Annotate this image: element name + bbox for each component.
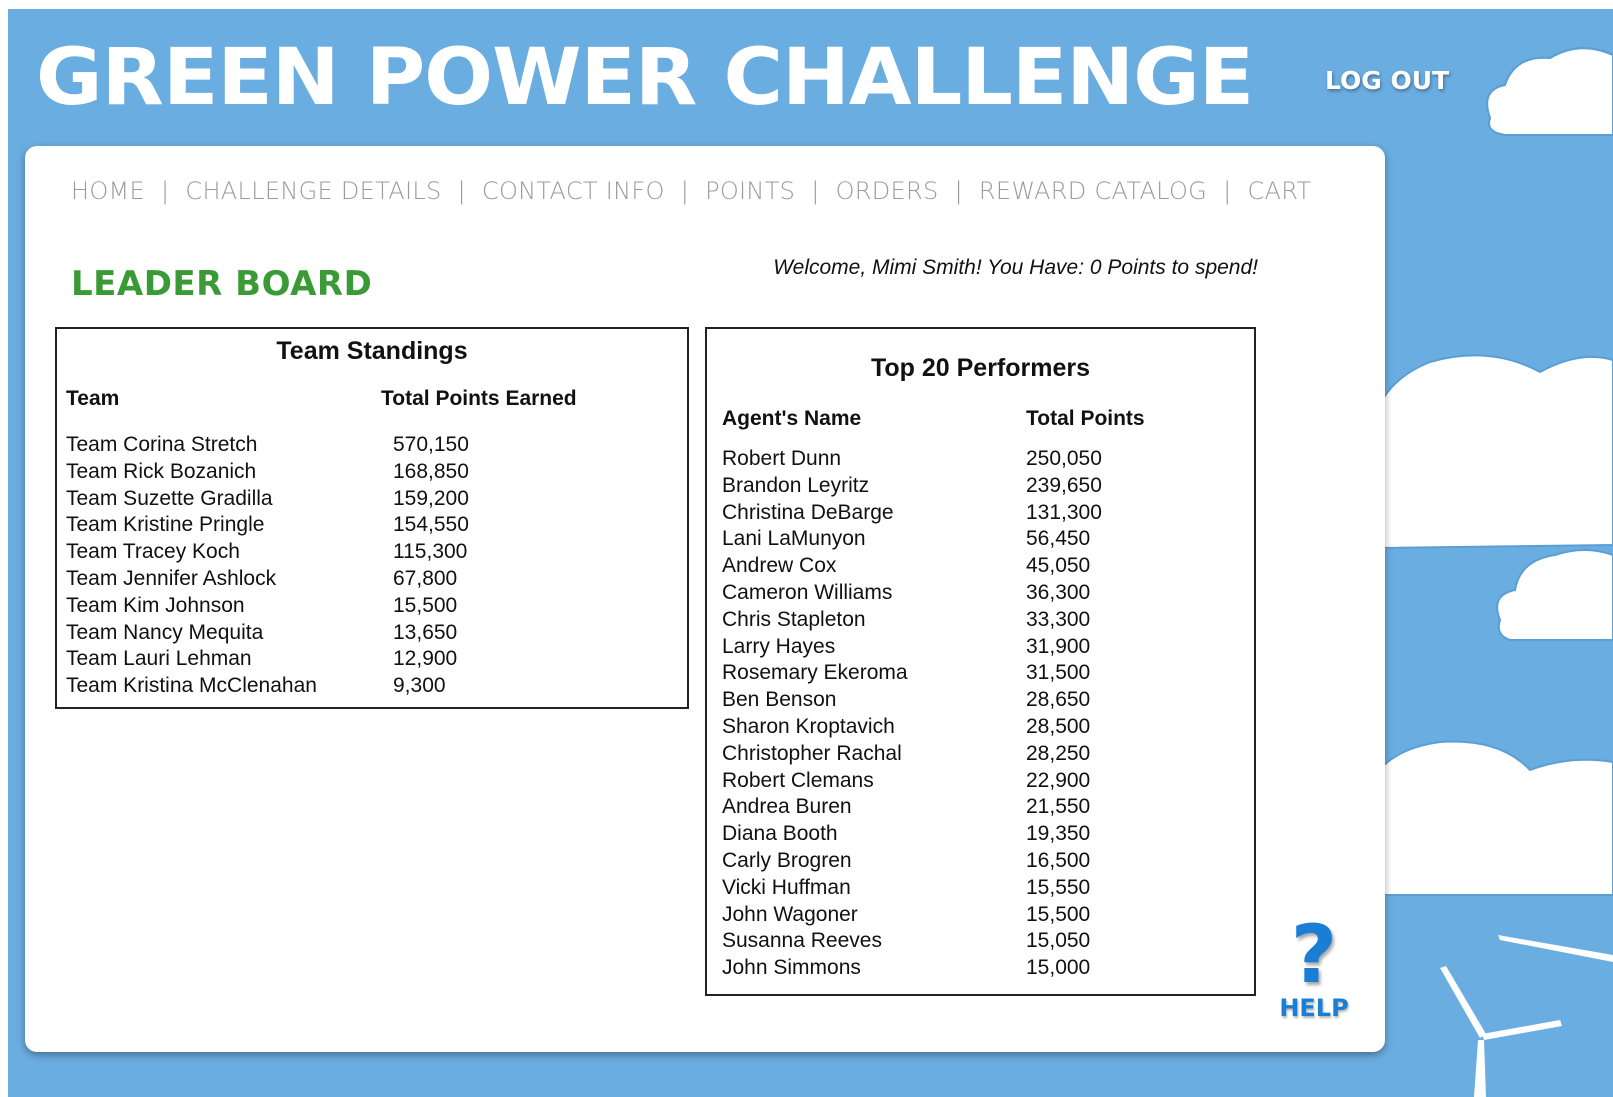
table-row [57, 512, 687, 539]
nav-separator: | [954, 177, 963, 205]
nav-separator: | [1223, 177, 1232, 205]
table-row [707, 848, 1254, 875]
help-label: HELP [1279, 994, 1349, 1022]
column-header-total-points-earned: Total Points Earned [381, 387, 577, 410]
agent-points-cell: 19,350 [1026, 822, 1091, 846]
team-points-cell: 67,800 [393, 566, 458, 590]
agent-points-cell: 131,300 [1026, 500, 1102, 524]
nav-cart[interactable]: CART [1247, 177, 1312, 205]
table-row [707, 741, 1254, 768]
table-row [707, 500, 1254, 527]
team-standings-table [55, 327, 689, 709]
column-header-team: Team [66, 387, 120, 410]
agent-name-cell: Sharon Kroptavich [722, 714, 895, 738]
table-row [707, 660, 1254, 687]
nav-points[interactable]: POINTS [705, 177, 796, 205]
main-nav [71, 174, 1311, 208]
nav-home[interactable]: HOME [71, 177, 146, 205]
agent-points-cell: 56,450 [1026, 527, 1091, 551]
nav-challenge-details[interactable]: CHALLENGE DETAILS [185, 177, 442, 205]
agent-name-cell: Rosemary Ekeroma [722, 661, 908, 685]
team-name-cell: Team Kim Johnson [66, 593, 245, 617]
help-button[interactable] [1279, 908, 1349, 1025]
column-header-agent-name: Agent's Name [722, 407, 862, 430]
table-row [707, 526, 1254, 553]
agent-points-cell: 33,300 [1026, 607, 1091, 631]
team-name-cell: Team Lauri Lehman [66, 647, 252, 671]
agent-points-cell: 28,250 [1026, 741, 1091, 765]
agent-points-cell: 31,900 [1026, 634, 1091, 658]
nav-separator: | [161, 177, 170, 205]
team-points-cell: 15,500 [393, 593, 458, 617]
team-points-cell: 115,300 [393, 540, 468, 564]
agent-points-cell: 16,500 [1026, 848, 1091, 872]
agent-name-cell: Brandon Leyritz [722, 473, 870, 497]
table-row [707, 794, 1254, 821]
agent-points-cell: 21,550 [1026, 795, 1091, 819]
content-panel [25, 146, 1385, 1052]
top-performers-title: Top 20 Performers [870, 354, 1091, 382]
agent-name-cell: Cameron Williams [722, 580, 893, 604]
team-name-cell: Team Rick Bozanich [66, 459, 257, 483]
agent-name-cell: Robert Dunn [722, 447, 842, 470]
nav-orders[interactable]: ORDERS [835, 177, 939, 205]
team-name-cell: Team Kristine Pringle [66, 513, 265, 537]
table-row [707, 634, 1254, 661]
agent-points-cell: 31,500 [1026, 661, 1091, 685]
table-row [57, 566, 687, 593]
agent-points-cell: 239,650 [1026, 473, 1102, 497]
agent-name-cell: John Wagoner [722, 902, 858, 926]
table-row [707, 875, 1254, 902]
team-points-cell: 570,150 [393, 433, 469, 456]
nav-reward-catalog[interactable]: REWARD CATALOG [978, 177, 1208, 205]
table-row [57, 646, 687, 673]
table-row [707, 607, 1254, 634]
welcome-message: Welcome, Mimi Smith! You Have: 0 Points to spend! [773, 256, 1258, 279]
nav-separator: | [680, 177, 690, 205]
nav-contact-info[interactable]: CONTACT INFO [481, 177, 665, 205]
nav-separator: | [457, 177, 466, 205]
agent-points-cell: 36,300 [1026, 580, 1091, 604]
table-row [57, 593, 687, 620]
agent-name-cell: Ben Benson [722, 688, 837, 712]
table-row [707, 955, 1254, 982]
column-header-total-points: Total Points [1026, 407, 1145, 430]
table-row [57, 432, 687, 459]
team-name-cell: Team Jennifer Ashlock [66, 566, 277, 590]
agent-name-cell: Vicki Huffman [722, 875, 851, 899]
question-mark-icon: ? [1290, 908, 1338, 1001]
agent-points-cell: 45,050 [1026, 554, 1091, 578]
agent-name-cell: Robert Clemans [722, 768, 874, 792]
table-row [707, 553, 1254, 580]
top-performers-rows [707, 446, 1254, 982]
table-row [57, 673, 687, 700]
agent-points-cell: 15,500 [1026, 902, 1091, 926]
logout-button[interactable]: LOG OUT [1325, 66, 1450, 95]
team-name-cell: Team Kristina McClenahan [66, 674, 317, 698]
agent-points-cell: 15,000 [1026, 956, 1091, 980]
agent-name-cell: Larry Hayes [722, 634, 836, 658]
team-points-cell: 168,850 [393, 459, 469, 483]
agent-name-cell: Christopher Rachal [722, 741, 902, 765]
agent-name-cell: Christina DeBarge [722, 500, 894, 524]
team-name-cell: Team Tracey Koch [66, 540, 240, 564]
team-name-cell: Team Suzette Gradilla [66, 486, 273, 510]
table-row [707, 928, 1254, 955]
agent-name-cell: John Simmons [722, 956, 861, 980]
team-name-cell: Team Nancy Mequita [66, 620, 264, 644]
agent-name-cell: Chris Stapleton [722, 607, 866, 631]
agent-points-cell: 22,900 [1026, 768, 1091, 792]
team-name-cell: Team Corina Stretch [66, 433, 258, 456]
agent-points-cell: 15,050 [1026, 929, 1091, 953]
team-points-cell: 9,300 [393, 674, 446, 698]
agent-name-cell: Andrew Cox [722, 554, 837, 578]
team-standings-title: Team Standings [276, 337, 468, 365]
table-row [707, 714, 1254, 741]
team-points-cell: 154,550 [393, 513, 469, 537]
agent-points-cell: 15,550 [1026, 875, 1091, 899]
nav-separator: | [811, 177, 820, 205]
agent-points-cell: 250,050 [1026, 447, 1102, 470]
team-points-cell: 13,650 [393, 620, 458, 644]
table-row [707, 580, 1254, 607]
table-row [57, 539, 687, 566]
agent-name-cell: Andrea Buren [722, 795, 852, 819]
team-standings-rows [57, 432, 687, 700]
agent-name-cell: Susanna Reeves [722, 929, 882, 953]
page-title: LEADER BOARD [71, 264, 373, 304]
table-row [707, 902, 1254, 929]
table-row [57, 620, 687, 647]
table-row [707, 821, 1254, 848]
table-row [707, 473, 1254, 500]
agent-points-cell: 28,650 [1026, 688, 1091, 712]
agent-name-cell: Lani LaMunyon [722, 527, 866, 551]
team-points-cell: 12,900 [393, 647, 458, 671]
agent-points-cell: 28,500 [1026, 714, 1091, 738]
table-row [57, 486, 687, 513]
table-row [57, 459, 687, 486]
brand-title: GREEN POWER CHALLENGE [36, 33, 1254, 123]
team-points-cell: 159,200 [393, 486, 469, 510]
table-row [707, 446, 1254, 473]
table-row [707, 687, 1254, 714]
top-performers-table [705, 327, 1256, 996]
agent-name-cell: Diana Booth [722, 822, 838, 846]
table-row [707, 768, 1254, 795]
agent-name-cell: Carly Brogren [722, 848, 852, 872]
